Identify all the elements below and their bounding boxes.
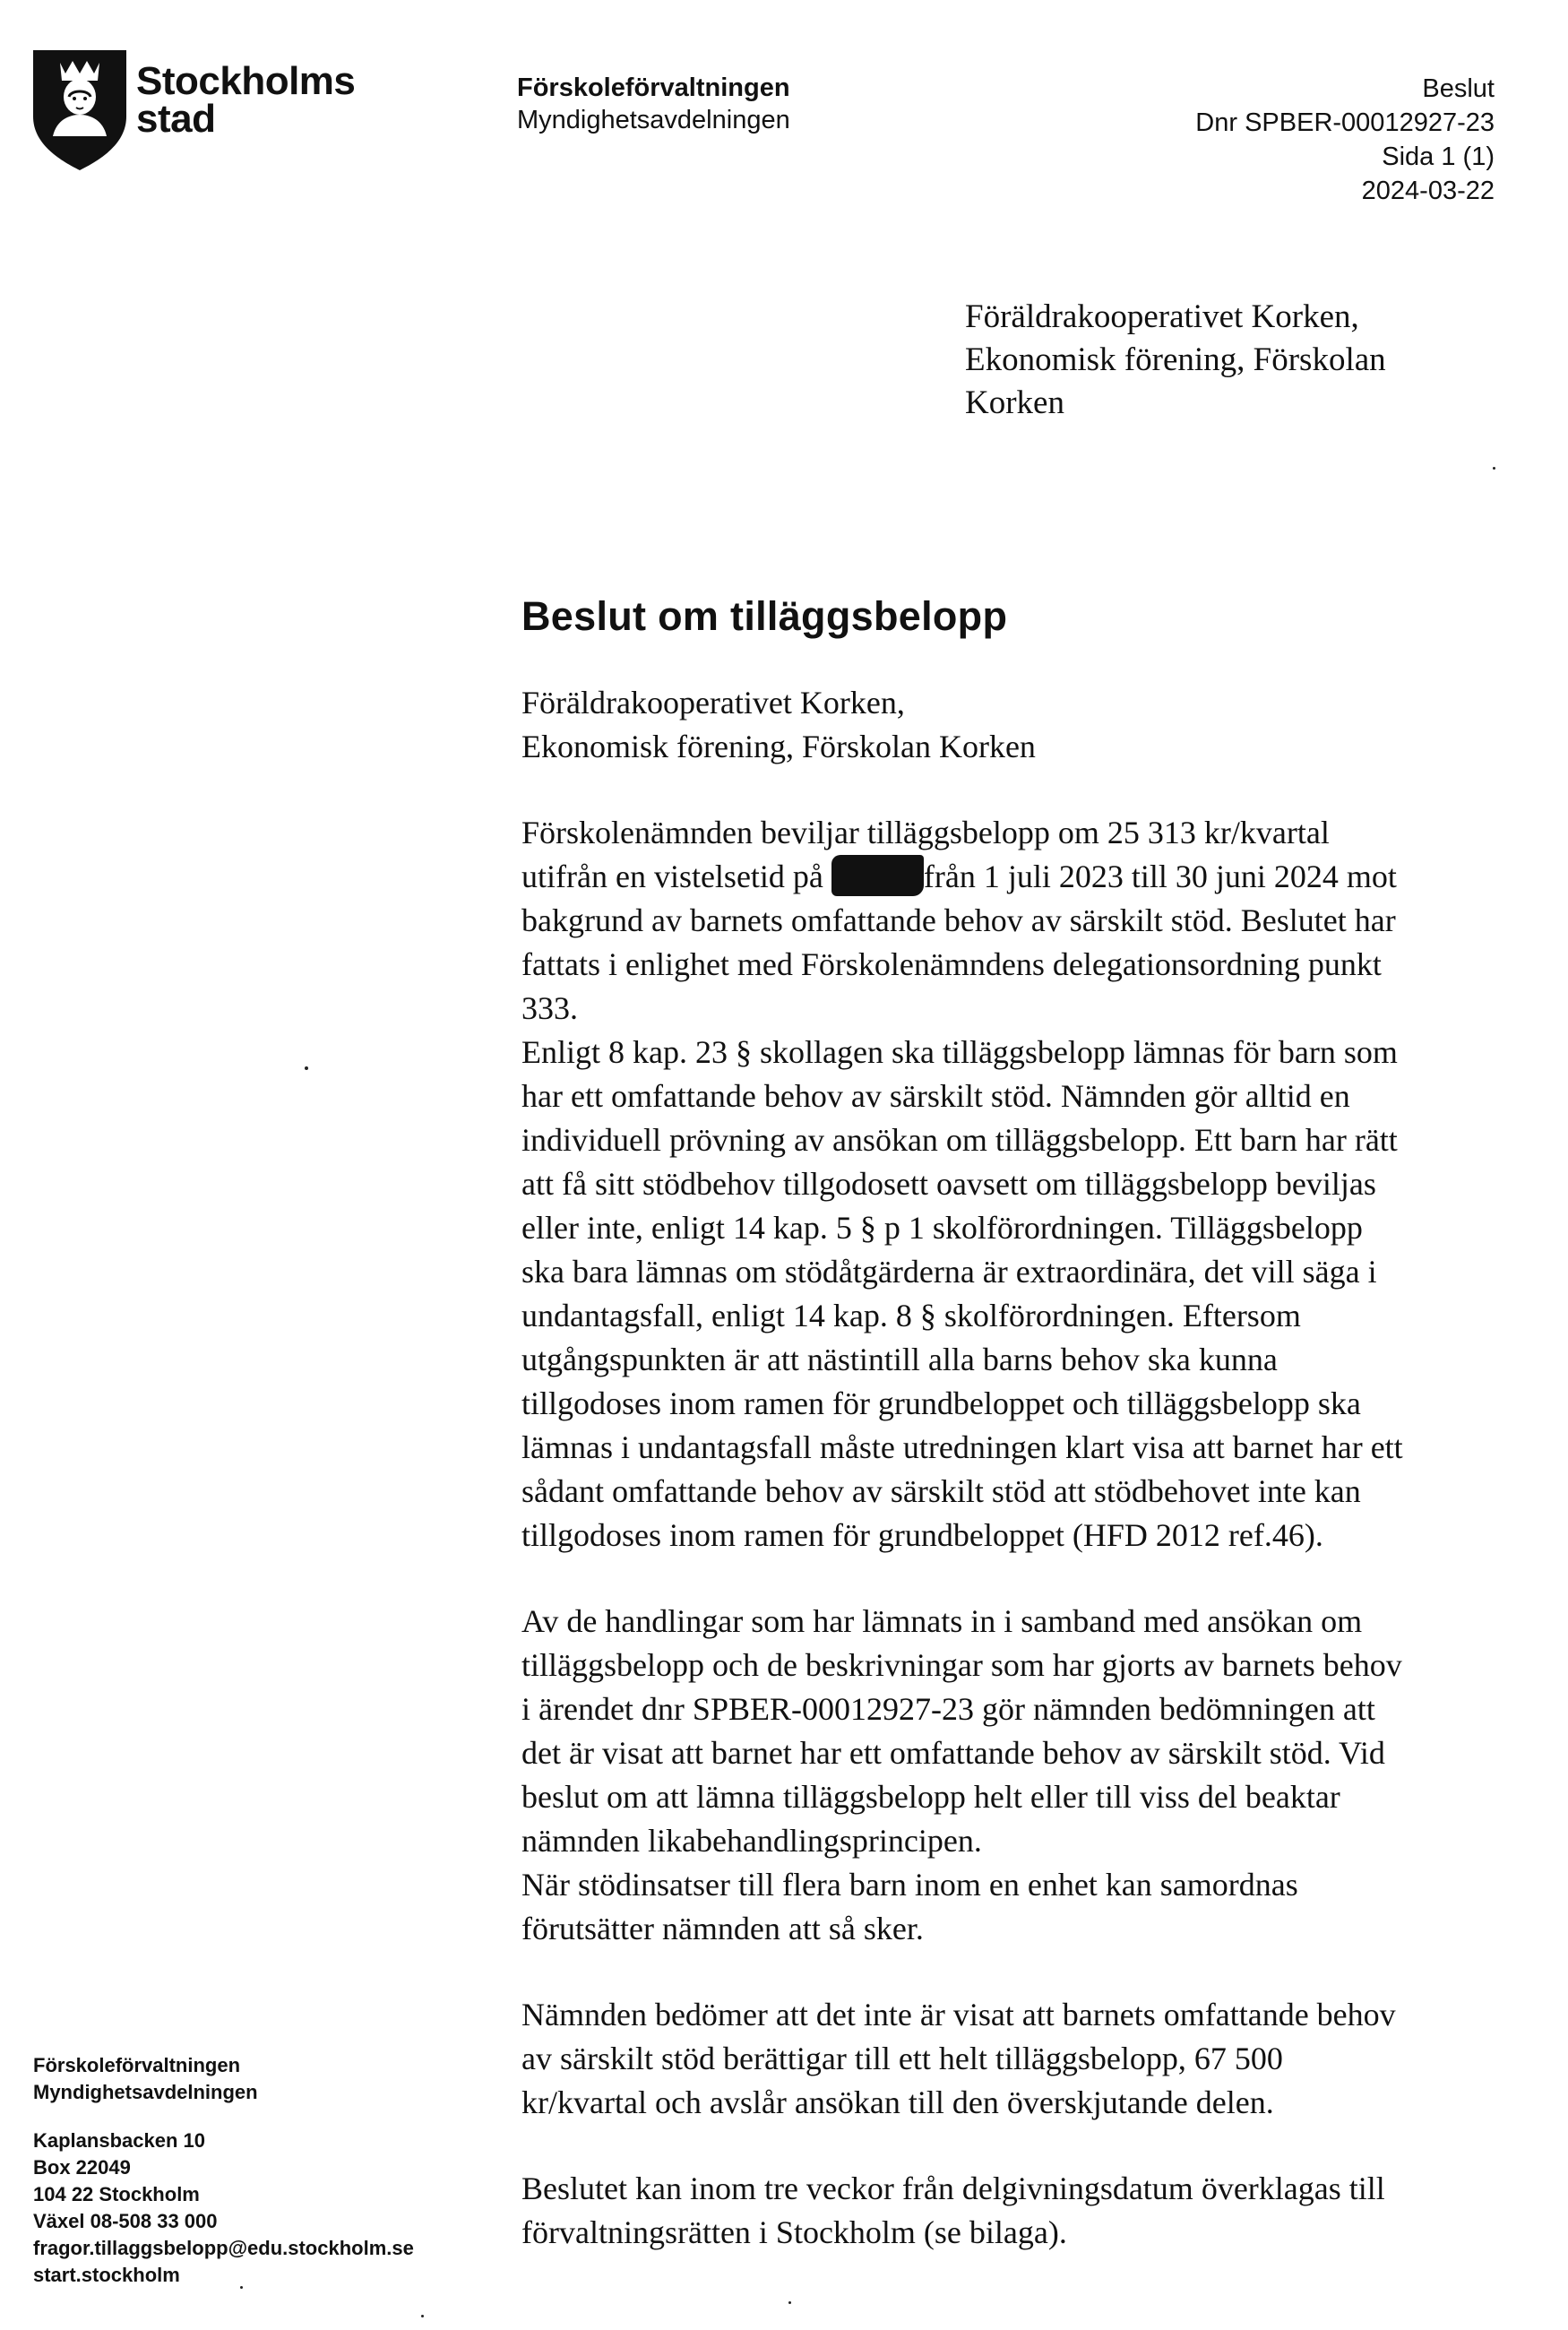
recipient-address [965, 296, 1386, 425]
header-org-name: Förskoleförvaltningen [517, 73, 790, 102]
logo-name-line2: stad [136, 97, 216, 141]
scan-speck [1493, 467, 1495, 470]
body-line: tilläggsbelopp och de beskrivningar som har gjorts av barnets behov [521, 1647, 1402, 1683]
body-line: från 1 juli 2023 till 30 juni 2024 mot [923, 859, 1397, 894]
footer-web: start.stockholm [33, 2264, 180, 2286]
body-line: undantagsfall, enligt 14 kap. 8 § skolförordningen. Eftersom [521, 1298, 1301, 1333]
body-line: har ett omfattande behov av särskilt stöd. Nämnden gör alltid en [521, 1078, 1350, 1114]
addressee-line: Ekonomisk förening, Förskolan Korken [521, 729, 1036, 764]
body-line: utgångspunkten är att nästintill alla barns behov ska kunna [521, 1342, 1278, 1377]
footer-department: Myndighetsavdelningen [33, 2081, 258, 2103]
redaction-block [831, 855, 924, 896]
body-line: bakgrund av barnets omfattande behov av särskilt stöd. Beslutet har [521, 902, 1396, 938]
body-line: nämnden likabehandlingsprincipen. [521, 1823, 982, 1859]
body-line: i ärendet dnr SPBER-00012927-23 gör nämnden bedömningen att [521, 1691, 1375, 1727]
body-line: av särskilt stöd berättigar till ett helt tilläggsbelopp, 67 500 [521, 2041, 1283, 2076]
body-line: Enligt 8 kap. 23 § skollagen ska tilläggsbelopp lämnas för barn som [521, 1034, 1398, 1070]
addressee-line: Föräldrakooperativet Korken, [521, 685, 905, 721]
body-line: ska bara lämnas om stödåtgärderna är extraordinära, det vill säga i [521, 1254, 1377, 1290]
body-line: Nämnden bedömer att det inte är visat att barnets omfattande behov [521, 1997, 1396, 2032]
footer-email: fragor.tillaggsbelopp@edu.stockholm.se [33, 2237, 414, 2259]
body-line: Förskolenämnden beviljar tilläggsbelopp om 25 313 kr/kvartal [521, 815, 1330, 850]
body-line: det är visat att barnet har ett omfattande behov av särskilt stöd. Vid [521, 1735, 1385, 1771]
body-line: När stödinsatser till flera barn inom en enhet kan samordnas [521, 1867, 1298, 1903]
recipient-line: Föräldrakooperativet Korken, [965, 298, 1359, 335]
scan-speck [305, 1066, 308, 1070]
body-line: kr/kvartal och avslår ansökan till den överskjutande delen. [521, 2084, 1274, 2120]
body-line: tillgodoses inom ramen för grundbeloppet (HFD 2012 ref.46). [521, 1517, 1323, 1553]
body-line: fattats i enlighet med Förskolenämndens delegationsordning punkt [521, 946, 1382, 982]
footer-phone: Växel 08-508 33 000 [33, 2210, 218, 2232]
body-line: lämnas i undantagsfall måste utredningen klart visa att barnet har ett [521, 1429, 1403, 1465]
footer-postal: 104 22 Stockholm [33, 2183, 200, 2205]
doc-date: 2024-03-22 [1361, 177, 1495, 205]
body-line: Av de handlingar som har lämnats in i samband med ansökan om [521, 1603, 1363, 1639]
paragraph-legal-basis [521, 1031, 1516, 1558]
body-line: förutsätter nämnden att så sker. [521, 1911, 924, 1946]
document-title: Beslut om tilläggsbelopp [521, 593, 1008, 639]
body-line: sådant omfattande behov av särskilt stöd att stödbehovet inte kan [521, 1473, 1361, 1509]
logo-name-line1: Stockholms [136, 59, 356, 103]
recipient-line: Ekonomisk förening, Förskolan [965, 341, 1386, 378]
scan-speck [240, 2286, 243, 2289]
crowned-head-shield-icon [30, 47, 130, 172]
header-organization [517, 72, 790, 136]
body-line: individuell prövning av ansökan om tilläggsbelopp. Ett barn har rätt [521, 1122, 1398, 1158]
recipient-line: Korken [965, 384, 1064, 421]
body-line: Beslutet kan inom tre veckor från delgivningsdatum överklagas till [521, 2170, 1385, 2206]
doc-page: Sida 1 (1) [1382, 142, 1495, 171]
body-line: 333. [521, 990, 578, 1026]
doc-type: Beslut [1422, 74, 1495, 103]
paragraph-appeal [521, 2167, 1516, 2255]
scan-speck [421, 2315, 424, 2317]
paragraph-coordination [521, 1863, 1516, 1951]
body-line: förvaltningsrätten i Stockholm (se bilaga). [521, 2214, 1067, 2250]
body-line: beslut om att lämna tilläggsbelopp helt eller till viss del beaktar [521, 1779, 1340, 1815]
header-department: Myndighetsavdelningen [517, 106, 790, 134]
body-line: eller inte, enligt 14 kap. 5 § p 1 skolförordningen. Tilläggsbelopp [521, 1210, 1363, 1246]
footer-street: Kaplansbacken 10 [33, 2129, 205, 2152]
logo-wordmark [136, 59, 356, 141]
paragraph-decision [521, 811, 1516, 1031]
header-document-info [1195, 72, 1495, 208]
footer-contact [33, 2052, 414, 2289]
paragraph-partial-rejection [521, 1993, 1516, 2125]
paragraph-assessment [521, 1600, 1516, 1863]
doc-dnr: Dnr SPBER-00012927-23 [1195, 108, 1495, 137]
footer-box: Box 22049 [33, 2156, 131, 2179]
footer-org-name: Förskoleförvaltningen [33, 2054, 241, 2076]
body-line: utifrån en vistelsetid på [521, 859, 823, 894]
body-line: tillgodoses inom ramen för grundbeloppet och tilläggsbelopp ska [521, 1385, 1361, 1421]
body-line: att få sitt stödbehov tillgodosett oavsett om tilläggsbelopp beviljas [521, 1166, 1376, 1202]
scan-speck [788, 2301, 791, 2304]
document-body [521, 681, 1516, 2255]
